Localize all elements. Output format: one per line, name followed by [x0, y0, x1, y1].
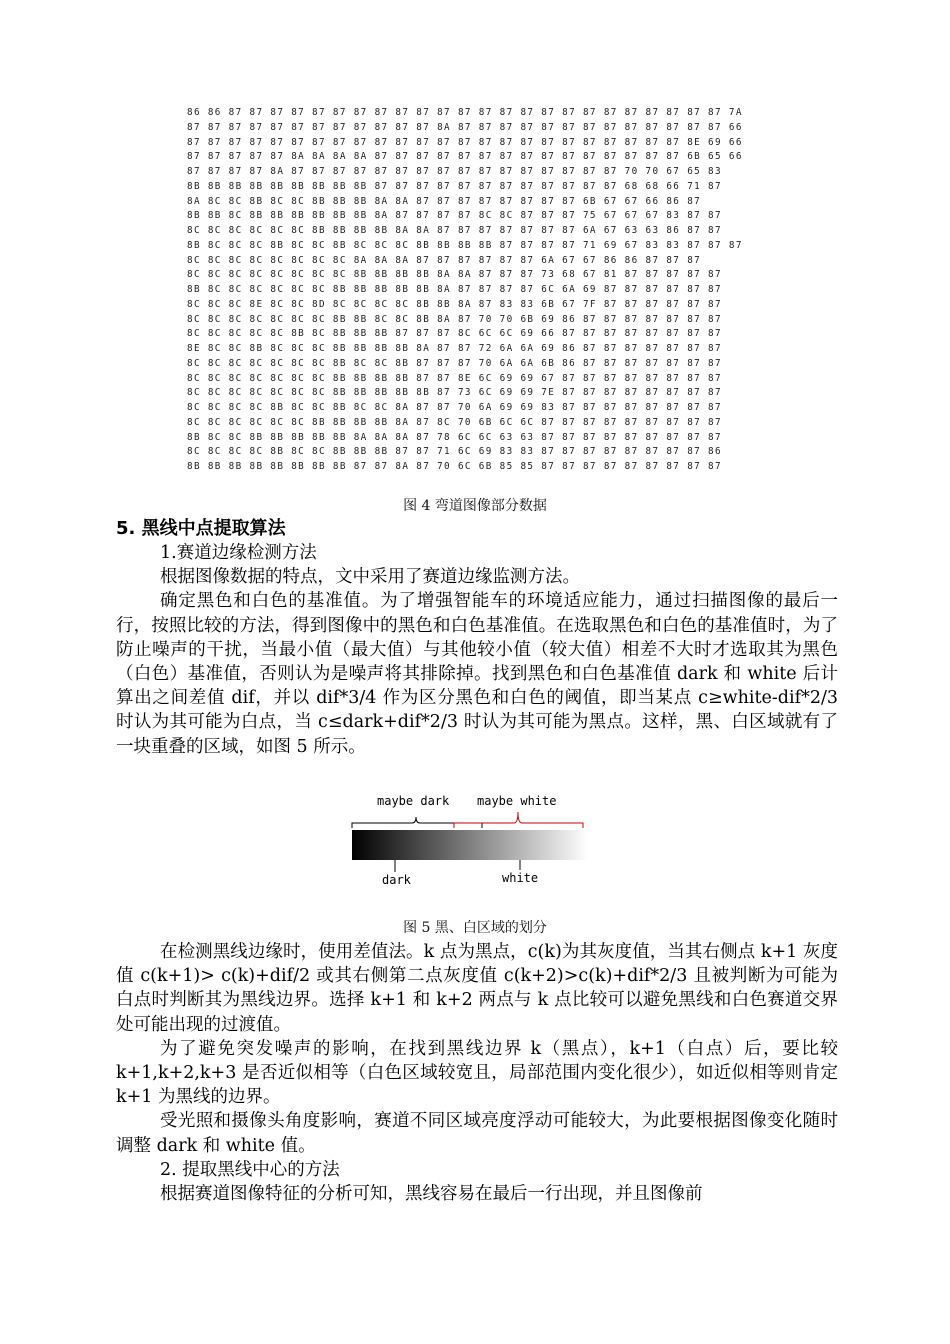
data-row: 8A 8C 8C 8B 8C 8C 8B 8B 8B 8A 8A 87 87 87 87 87 87 87 87 6B 67 67 66 86 87	[187, 195, 702, 207]
white-label: white	[502, 871, 539, 885]
data-row: 8E 8C 8C 8B 8C 8C 8C 8B 8B 8B 8B 8A 87 87 72 6A 6A 69 86 87 87 87 87 87 87 87	[187, 343, 722, 354]
figure-5-caption: 图 5 黑、白区域的划分	[403, 920, 547, 936]
curve-image-data-table	[187, 106, 767, 475]
data-row: 8C 8C 8C 8C 8C 8C 8C 8B 8B 8B 8B 8B 87 73 6C 69 69 7E 87 87 87 87 87 87 87 87	[187, 387, 722, 399]
data-row: 87 87 87 87 87 87 87 87 87 87 87 87 87 87 87 87 87 87 87 87 87 87 87 87 8E 69 66	[187, 136, 743, 148]
data-row: 8B 8B 8B 8B 8B 8B 8B 8B 87 87 8A 87 70 6C 6B 85 85 87 87 87 87 87 87 87 87 87	[187, 461, 722, 472]
data-row: 8B 8C 8C 8C 8C 8C 8C 8B 8B 8B 8B 8B 8A 87 87 87 87 6C 6A 69 87 87 87 87 87 87	[187, 284, 722, 295]
figure-5-gradient-diagram	[350, 790, 590, 895]
data-row: 8C 8C 8C 8C 8C 8C 8C 8B 8B 8B 8B 87 87 8E 6C 69 69 67 87 87 87 87 87 87 87 87	[187, 372, 722, 384]
paragraph-1: 根据图像数据的特点，文中采用了赛道边缘监测方法。	[160, 567, 580, 588]
data-row: 8C 8C 8C 8C 8C 8C 8C 8B 8B 8C 8C 8B 8A 87 70 70 6B 69 86 87 87 87 87 87 87 87	[187, 313, 722, 325]
data-row: 8C 8C 8C 8C 8B 8C 8C 8B 8B 8B 87 87 71 6C 69 83 83 87 87 87 87 87 87 87 87 86	[187, 446, 722, 458]
paragraph-6: 根据赛道图像特征的分析可知，黑线容易在最后一行出现，并且图像前	[160, 1184, 703, 1205]
paragraph-5: 受光照和摄像头角度影响，赛道不同区域亮度浮动可能较大，为此要根据图像变化随时调整 dark 和 white 值。	[116, 1111, 838, 1156]
section-body-part-1	[116, 541, 838, 759]
data-row: 87 87 87 87 87 8A 8A 8A 8A 87 87 87 87 87 87 87 87 87 87 87 87 87 87 87 6B 65 66	[187, 151, 743, 163]
data-row: 8C 8C 8C 8C 8C 8C 8C 8C 8A 8A 8A 87 87 87 87 87 87 6A 67 67 86 86 87 87 87	[187, 254, 702, 266]
data-row: 8B 8B 8C 8B 8B 8B 8B 8B 8B 8A 87 87 87 87 8C 8C 87 87 87 75 67 67 67 83 87 87	[187, 210, 722, 222]
data-row: 8C 8C 8C 8C 8C 8B 8C 8B 8B 8B 87 87 87 8C 6C 6C 69 66 87 87 87 87 87 87 87 87	[187, 328, 722, 340]
subsection-title-2: 2. 提取黑线中心的方法	[160, 1159, 340, 1180]
dark-label: dark	[382, 873, 411, 887]
data-row: 8C 8C 8C 8C 8C 8C 8C 8B 8C 8C 8B 87 87 87 70 6A 6A 6B 86 87 87 87 87 87 87 87	[187, 357, 722, 369]
paragraph-4: 为了避免突发噪声的影响，在找到黑线边界 k（黑点），k+1（白点）后，要比较 k+1,k+2,k+3 是否近似相等（白色区域较宽且，局部范围内变化很少），如近似相等则肯定 k+1 为黑线的边界。	[116, 1038, 838, 1108]
maybe-white-label: maybe white	[477, 794, 557, 808]
paragraph-2: 确定黑色和白色的基准值。为了增强智能车的环境适应能力，通过扫描图像的最后一行，按照比较的方法，得到图像中的黑色和白色基准值。在选取黑色和白色的基准值时，为了防止噪声的干扰，当最小值（最大值）与其他较小值（较大值）相差不大时才选取其为黑色（白色）基准值，否则认为是噪声将其排除掉。找到黑色和白色基准值 dark 和 white 后计算出之间差值 dif，并以 dif*3/4 作为区分黑色和白色的阈值，即当某点 c≥white-dif*2/3 时认为其可能为白点，当 c≤dark+dif*2/3 时认为其可能为黑点。这样，黑、白区域就有了一块重叠的区域，如图 5 所示。	[116, 591, 838, 757]
data-row: 8C 8C 8C 8C 8C 8C 8B 8B 8B 8B 8A 8A 87 87 87 87 87 87 87 6A 67 63 63 86 87 87	[187, 225, 722, 236]
maybe-white-bracket	[454, 812, 583, 828]
data-row: 87 87 87 87 8A 87 87 87 87 87 87 87 87 87 87 87 87 87 87 87 87 70 70 67 65 83	[187, 166, 722, 177]
section-body-part-2	[116, 940, 838, 1206]
data-row: 8B 8B 8B 8B 8B 8B 8B 8B 8B 87 87 87 87 87 87 87 87 87 87 87 87 68 68 66 71 87	[187, 180, 722, 192]
data-row: 8C 8C 8C 8C 8C 8C 8C 8C 8B 8B 8B 8B 8A 8A 87 87 87 73 68 67 81 87 87 87 87 87	[187, 269, 722, 281]
data-row: 8B 8C 8C 8C 8B 8C 8C 8B 8C 8C 8C 8B 8B 8B 8B 87 87 87 87 71 69 67 83 83 87 87 87	[187, 239, 743, 251]
subsection-title-1: 1.赛道边缘检测方法	[160, 543, 317, 563]
data-row: 8C 8C 8C 8C 8C 8C 8B 8B 8B 8B 8A 87 8C 70 6B 6C 6C 87 87 87 87 87 87 87 87 87	[187, 416, 722, 428]
data-row: 86 86 87 87 87 87 87 87 87 87 87 87 87 87 87 87 87 87 87 87 87 87 87 87 87 87 7A	[187, 107, 743, 118]
figure-4-caption: 图 4 弯道图像部分数据	[403, 498, 547, 514]
section-heading: 5. 黑线中点提取算法	[116, 518, 286, 539]
data-row: 8C 8C 8C 8C 8B 8C 8C 8B 8C 8C 8A 87 87 70 6A 69 69 83 87 87 87 87 87 87 87 87	[187, 402, 722, 413]
data-row: 8C 8C 8C 8E 8C 8C 8D 8C 8C 8C 8C 8B 8B 8A 87 83 83 6B 67 7F 87 87 87 87 87 87	[187, 298, 722, 310]
paragraph-3: 在检测黑线边缘时，使用差值法。k 点为黑点，c(k)为其灰度值，当其右侧点 k+1 灰度值 c(k+1)> c(k)+dif/2 或其右侧第二点灰度值 c(k+2)>c(k)+dif*2/3 且被判断为可能为白点时判断其为黑线边界。选择 k+1 和 k+2 两点与 k 点比较可以避免黑线和白色赛道交界处可能出现的过渡值。	[116, 942, 838, 1035]
data-row: 8B 8C 8C 8B 8B 8B 8B 8B 8A 8A 8A 87 78 6C 6C 63 63 87 87 87 87 87 87 87 87 87	[187, 431, 722, 443]
grayscale-gradient-bar	[352, 830, 588, 860]
maybe-dark-label: maybe dark	[377, 794, 450, 808]
data-row: 87 87 87 87 87 87 87 87 87 87 87 87 8A 87 87 87 87 87 87 87 87 87 87 87 87 87 66	[187, 121, 743, 133]
